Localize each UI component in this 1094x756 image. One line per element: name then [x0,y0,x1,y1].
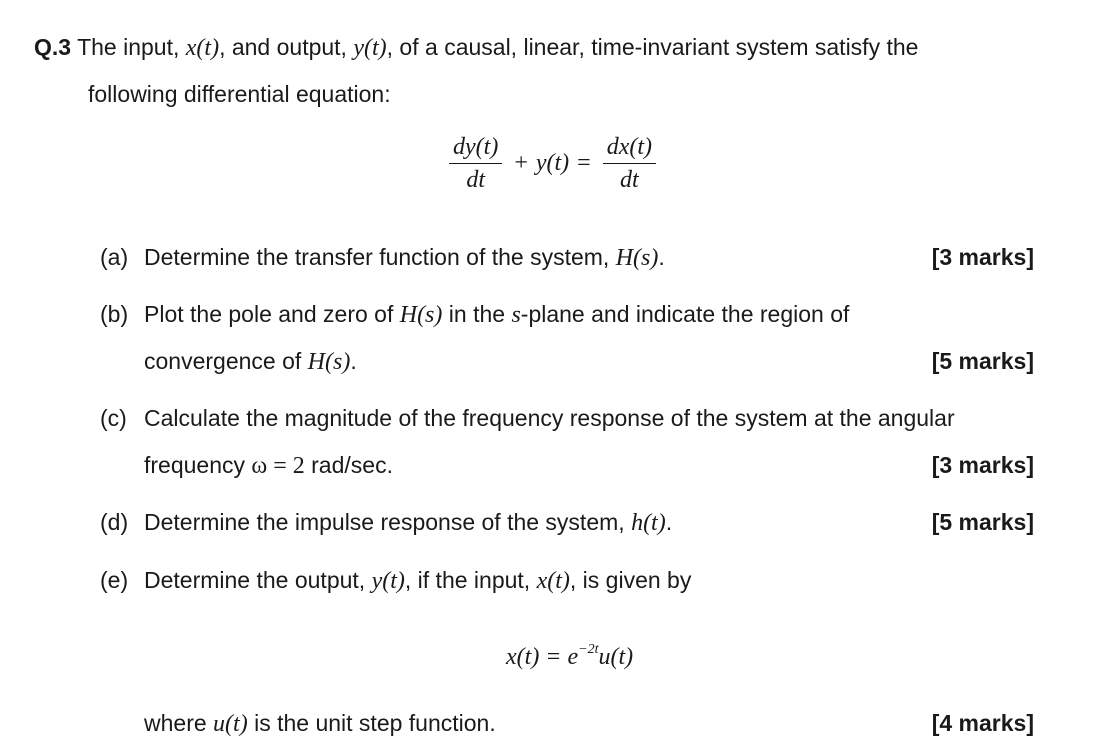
part-a-label: (a) [100,244,129,270]
question-intro-line1 [34,32,918,63]
part-a-after: . [658,244,665,270]
part-e-where [144,708,496,739]
part-d-label: (d) [100,509,129,535]
part-c-line2-text: frequency [144,452,252,478]
input-eq-lhs: x(t) = e [506,644,579,670]
plus-operator: + [514,150,528,176]
where-text1: where [144,710,214,736]
where-text2: is the unit step function. [247,710,496,736]
part-a-math: H(s) [615,245,659,271]
part-a-marks: [3 marks] [931,244,1034,270]
part-d-marks: [5 marks] [931,509,1034,535]
lhs-numerator: dy(t) [449,134,502,164]
part-c-text1: Calculate the magnitude of the frequency response of the system at the angular [144,405,955,431]
part-c-line2 [144,450,393,481]
part-b-marks: [5 marks] [931,348,1034,374]
part-e-marks: [4 marks] [931,710,1034,736]
part-b-line2 [144,346,357,377]
part-b-line1 [100,299,849,330]
part-b-math1: H(s) [399,302,443,328]
part-b-text3: -plane and indicate the region of [520,301,850,327]
part-d-math: h(t) [631,510,666,536]
equals-operator: = [577,150,591,176]
part-b-line2-text: convergence of [144,348,308,374]
part-d-text: Determine the impulse response of the system, [144,509,632,535]
part-a [100,242,665,273]
rhs-denominator: dt [620,167,639,193]
part-d [100,507,672,538]
part-b-line2-after: . [350,348,357,374]
rhs-fraction [603,134,656,193]
part-b-text1: Plot the pole and zero of [144,301,400,327]
lhs-fraction [449,134,502,193]
part-b-label: (b) [100,301,129,327]
where-math: u(t) [213,711,248,737]
input-eq-rhs: u(t) [598,644,634,670]
question-number: Q.3 [34,34,72,60]
part-b-text2: in the [442,301,512,327]
part-c-line2-math: ω = 2 [251,453,305,479]
part-c-label: (c) [100,405,127,431]
part-b-math2: s [511,302,521,328]
intro-text-2: , and output, [219,34,354,60]
differential-equation [445,134,660,193]
intro-text-1: The input, [77,34,186,60]
input-eq-exponent: −2t [578,642,599,657]
rhs-numerator: dx(t) [603,134,656,164]
part-e-line1 [100,565,691,596]
part-b-line2-math: H(s) [307,349,351,375]
part-e-math2: x(t) [536,568,570,594]
part-c-line2-after: rad/sec. [304,452,393,478]
input-equation [506,635,633,672]
intro-math-y: y(t) [353,35,387,61]
part-e-text2: , if the input, [404,567,537,593]
part-e-text3: , is given by [569,567,692,593]
part-e-text1: Determine the output, [144,567,372,593]
part-e-math1: y(t) [371,568,405,594]
part-a-text: Determine the transfer function of the system, [144,244,616,270]
intro-text-3: , of a causal, linear, time-invariant system satisfy the [386,34,919,60]
intro-math-x: x(t) [185,35,220,61]
question-intro-line2: following differential equation: [88,81,391,107]
lhs-denominator: dt [466,167,485,193]
y-term: y(t) [535,150,570,176]
part-d-after: . [665,509,673,535]
part-c-marks: [3 marks] [931,452,1034,478]
part-c-line1 [100,403,955,433]
part-e-label: (e) [100,567,129,593]
